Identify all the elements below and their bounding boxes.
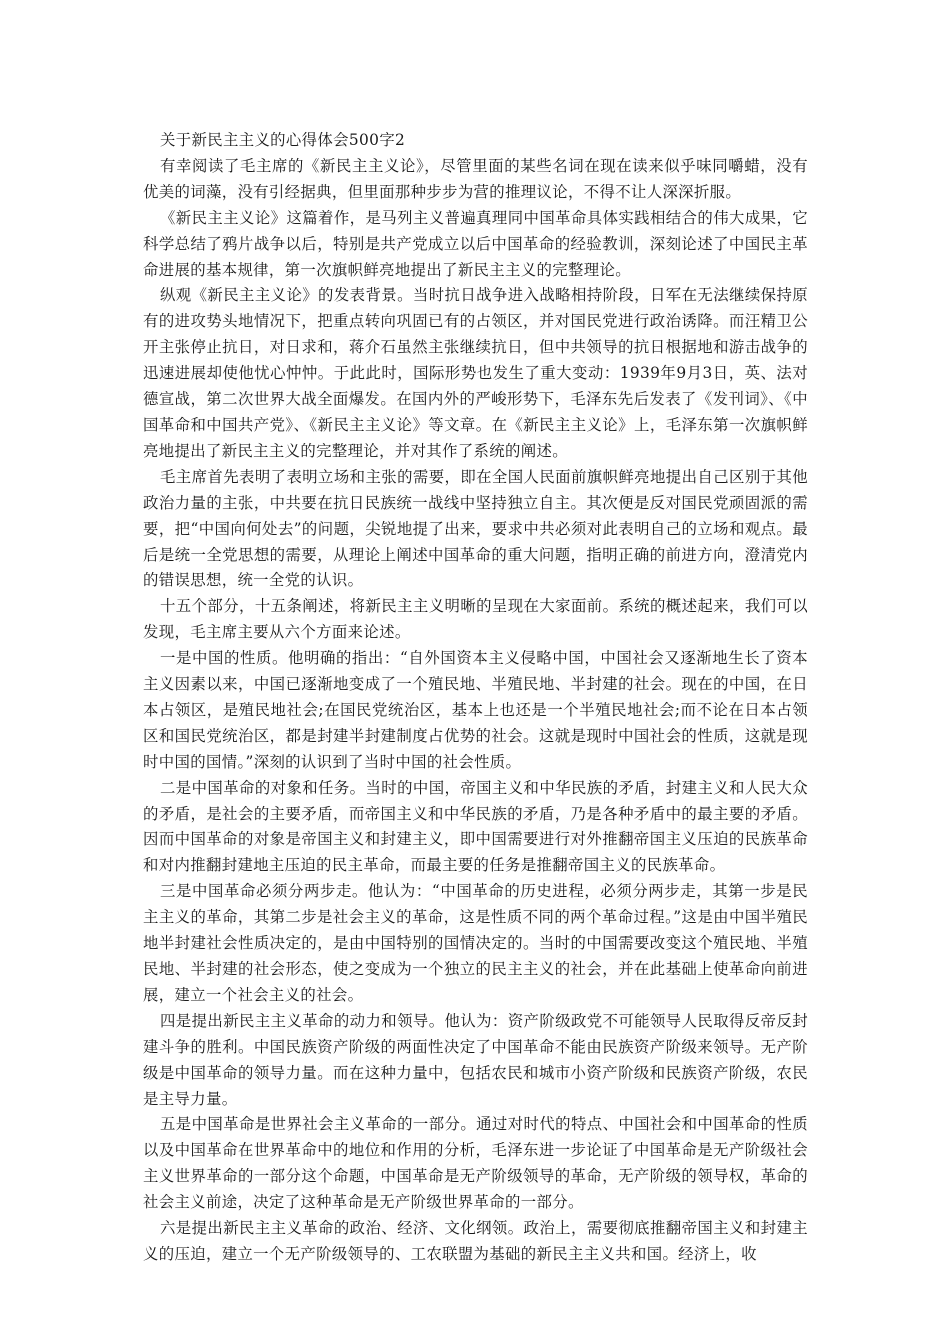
paragraph-significance: 《新民主主义论》这篇着作，是马列主义普遍真理同中国革命具体实践相结合的伟大成果，它科学总结了鸦片战争以后，特别是共产党成立以后中国革命的经验教训，深刻论述了中国民主革命进展的基本规律，第一次旗帜鲜亮地提出了新民主主义的完整理论。 [143, 208, 808, 279]
paragraph-point-two: 二是中国革命的对象和任务。当时的中国，帝国主义和中华民族的矛盾，封建主义和人民大众的矛盾，是社会的主要矛盾，而帝国主义和中华民族的矛盾，乃是各种矛盾中的最主要的矛盾。因而中国革命的对象是帝国主义和封建主义，即中国需要进行对外推翻帝国主义压迫的民族革命和对内推翻封建地主压迫的民主革命，而最主要的任务是推翻帝国主义的民族革命。 [143, 778, 808, 875]
paragraph-overview: 十五个部分，十五条阐述，将新民主主义明晰的呈现在大家面前。系统的概述起来，我们可以发现，毛主席主要从六个方面来论述。 [143, 597, 808, 642]
paragraph-point-four: 四是提出新民主主义革命的动力和领导。他认为：资产阶级政党不可能领导人民取得反帝反封建斗争的胜利。中国民族资产阶级的两面性决定了中国革命不能由民族资产阶级来领导。无产阶级是中国革命的领导力量。而在这种力量中，包括农民和城市小资产阶级和民族资产阶级，农民是主导力量。 [143, 1011, 808, 1108]
paragraph-point-one: 一是中国的性质。他明确的指出：“自外国资本主义侵略中国，中国社会又逐渐地生长了资本主义因素以来，中国已逐渐地变成了一个殖民地、半殖民地、半封建的社会。现在的中国，在日本占领区，是殖民地社会;在国民党统治区，基本上也还是一个半殖民地社会;而不论在日本占领区和国民党统治区，都是封建半封建制度占优势的社会。这就是现时中国社会的性质，这就是现时中国的国情。”深刻的认识到了当时中国的社会性质。 [143, 649, 808, 771]
paragraph-point-six: 六是提出新民主主义革命的政治、经济、文化纲领。政治上，需要彻底推翻帝国主义和封建主义的压迫，建立一个无产阶级领导的、工农联盟为基础的新民主主义共和国。经济上，收 [143, 1219, 808, 1263]
paragraph-point-three: 三是中国革命必须分两步走。他认为：“中国革命的历史进程，必须分两步走，其第一步是民主主义的革命，其第二步是社会主义的革命，这是性质不同的两个革命过程。”这是由中国半殖民地半封建社会性质决定的，是由中国特别的国情决定的。当时的中国需要改变这个殖民地、半殖民地、半封建的社会形态，使之变成为一个独立的民主主义的社会，并在此基础上使革命向前进展，建立一个社会主义的社会。 [143, 882, 808, 1004]
paragraph-intro: 有幸阅读了毛主席的《新民主主义论》，尽管里面的某些名词在现在读来似乎味同嚼蜡，没有优美的词藻，没有引经据典，但里面那种步步为营的推理议论，不得不让人深深折服。 [143, 156, 808, 201]
document-title: 关于新民主主义的心得体会500字2 [160, 131, 406, 149]
paragraph-purpose: 毛主席首先表明了表明立场和主张的需要，即在全国人民面前旗帜鲜亮地提出自己区别于其他政治力量的主张，中共要在抗日民族统一战线中坚持独立自主。其次便是反对国民党顽固派的需要，把“中国向何处去”的问题，尖锐地提了出来，要求中共必须对此表明自己的立场和观点。最后是统一全党思想的需要，从理论上阐述中国革命的重大问题，指明正确的前进方向，澄清党内的错误思想，统一全党的认识。 [143, 467, 808, 590]
paragraph-point-five: 五是中国革命是世界社会主义革命的一部分。通过对时代的特点、中国社会和中国革命的性质以及中国革命在世界革命中的地位和作用的分析，毛泽东进一步论证了中国革命是无产阶级社会主义世界革命的一部分这个命题，中国革命是无产阶级领导的革命，无产阶级的领导权，革命的社会主义前途，决定了这种革命是无产阶级世界革命的一部分。 [143, 1115, 808, 1212]
document-body [143, 128, 808, 1268]
paragraph-background: 纵观《新民主主义论》的发表背景。当时抗日战争进入战略相持阶段，日军在无法继续保持原有的进攻势头地情况下，把重点转向巩固已有的占领区，并对国民党进行政治诱降。而汪精卫公开主张停止抗日，对日求和，蒋介石虽然主张继续抗日，但中共领导的抗日根据地和游击战争的迅速进展却使他忧心忡忡。于此此时，国际形势也发生了重大变动：1939年9月3日，英、法对德宣战，第二次世界大战全面爆发。在国内外的严峻形势下，毛泽东先后发表了《发刊词》、《中国革命和中国共产党》、《新民主主义论》等文章。在《新民主主义论》上，毛泽东第一次旗帜鲜亮地提出了新民主主义的完整理论，并对其作了系统的阐述。 [143, 286, 808, 460]
